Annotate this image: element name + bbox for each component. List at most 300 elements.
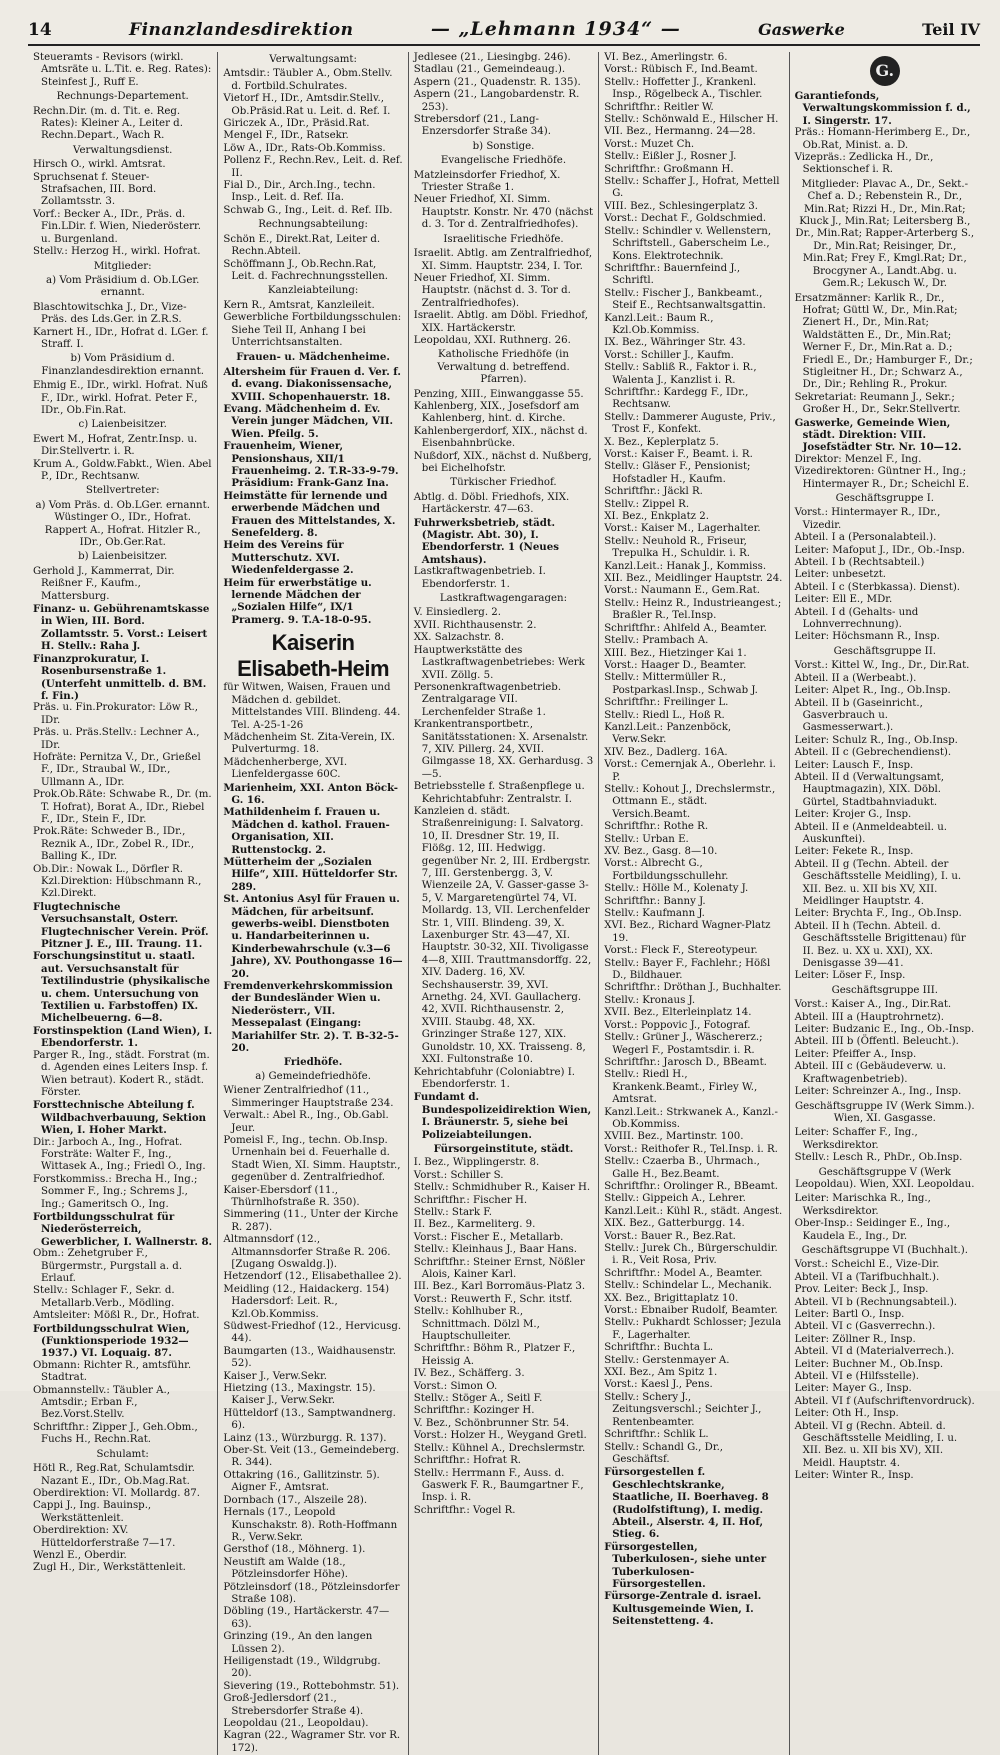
directory-entry: Vorst.: Holzer H., Weygand Gretl. [413,1430,587,1442]
directory-entry: Frauenheim, Wiener, Pensionshaus, XII/1 Frauenheimg. 2. T.R-33-9-79. Präsidium: Frank-Ganz Ina. [223,440,399,490]
directory-entry: Verwalt.: Abel R., Ing., Ob.Gabl. Jeur. [223,1110,389,1134]
directory-entry: Fortbildungsschulrat für Niederösterreich, Gewerblicher, I. Wallnerstr. 8. [33,1210,213,1248]
directory-entry: Evang. Mädchenheim d. Ev. Verein junger Mädchen, VII. Wien. Pfeilg. 5. [223,402,394,440]
directory-entry: Forstkommiss.: Brecha H., Ing.; Sommer F., Ing.; Schrems J., Ing.; Gameritsch O., Ing. [33,1173,198,1210]
column-5 [790,52,980,1755]
directory-entry: Prok.Räte: Schweder B., IDr., Reznik A., IDr., Zobel R., IDr., Balling K., IDr. [33,826,195,863]
directory-entry: Schriftfhr.: Hofrat R. [413,1455,521,1467]
directory-entry: für Witwen, Waisen, Frauen und Mädchen d. gebildet. Mittelstandes VIII. Blindeng. 44. Tel. A-25-1-26 [223,682,401,731]
directory-entry: Vorst.: Cemernjak A., Oberlehr. i. P. [604,759,776,783]
directory-entry: Abtlg. d. Döbl. Friedhofs, XIX. Hartäckerstr. 47—63. [413,491,570,516]
directory-entry: Leiter: Mafoput J., IDr., Ob.-Insp. [794,544,965,556]
directory-entry: Personenkraftwagenbetrieb. Zentralgarage VII. Lerchenfelder Straße 1. [413,681,562,718]
directory-entry: Hetzendorf (12., Elisabethallee 2). [223,1271,402,1283]
directory-entry: Zugl H., Dir., Werkstättenleit. [33,1562,186,1574]
directory-entry: Leopoldau (21., Leopoldau). [223,1718,369,1729]
directory-entry: Schriftfhr.: Böhm R., Platzer F., Heissig A. [413,1343,576,1367]
directory-entry: Vorst.: Naumann E., Gem.Rat. [604,585,761,597]
directory-entry: XXI. Bez., Am Spitz 1. [604,1367,718,1379]
directory-entry: Abteil. II e (Anmeldeabteil. u. Auskunftei). [794,821,948,845]
directory-entry: Sievering (19., Rottebohmstr. 51). [223,1680,400,1692]
directory-entry: Leiter: Buchner M., Ob.Insp. [794,1358,944,1370]
directory-entry: Vizedirektoren: Güntner H., Ing.; Hintermayer R., Dr.; Scheichl E. [794,466,970,490]
directory-entry: Prov. Leiter: Beck J., Insp. [794,1284,929,1296]
section-title: Finanzlandesdirektion [129,20,354,40]
directory-entry: Schöffmann J., Ob.Rechn.Rat, Leit. d. Fachrechnungsstellen. [223,258,389,282]
book-title: — „Lehmann 1934“ — [430,18,681,40]
directory-entry: Vorst.: Schiller S. [413,1169,504,1181]
directory-entry: Schriftfhr.: Vogel R. [413,1504,516,1516]
directory-entry: Israelit. Abtlg. am Zentralfriedhof, XI. Simm. Hauptstr. 234, I. Tor. [413,248,593,272]
directory-entry: Nußdorf, XIX., nächst d. Nußberg, bei Eichelhofstr. [413,450,592,474]
directory-entry: Vorst.: Fischer E., Metallarb. [413,1231,564,1243]
directory-entry: Heimstätte für lernende und erwerbende Mädchen und Frauen des Mittelstandes, X. Senefelderg. 8. [223,489,396,540]
subheading: Geschäftsgruppe V (Werk Leopoldau). Wien, XXI. Leopoldau. [795,1166,975,1190]
directory-entry: Matzleinsdorfer Friedhof, X. Triester Straße 1. [413,169,561,194]
subheading: b) Laienbeisitzer. [78,551,168,563]
directory-entry: Hirsch O., wirkl. Amtsrat. [33,159,166,171]
directory-entry: Hietzing (13., Maxingstr. 15). Kaiser J., Verw.Sekr. [223,1383,376,1407]
directory-entry: XX. Bez., Brigittaplatz 10. [604,1292,739,1304]
directory-entry: Finanzprokuratur, I. Rosenbursenstraße 1. (Unterfeht unmittelb. d. BM. f. Fin.) [33,652,207,702]
directory-entry: Garantiefonds, Verwaltungskommission f. d., I. Singerstr. 17. [794,90,971,127]
directory-entry: Stellv.: Kühnel A., Drechslermstr. [413,1442,586,1454]
directory-entry: Neuer Friedhof, XI. Simm. Hauptstr. Konstr. Nr. 470 (nächst d. 3. Tor d. Zentralfriedhofes). [413,194,594,231]
directory-entry: Stellv.: Kaufmann J. [604,908,705,920]
subheading: Türkischer Friedhof. [450,477,557,489]
subheading: Schulamt: [96,1448,149,1460]
directory-entry: St. Antonius Asyl für Frauen u. Mädchen, für arbeitsunf. gewerbs-weibl. Dienstboten u. Handarbeiterinnen u. Kinderbewahrschule (v.3—6 Jahre), XV. Pouthongasse 16—20. [223,893,403,980]
subheading: Israelitische Friedhöfe. [443,233,564,245]
directory-entry: Leiter: Fekete R., Insp. [794,846,914,858]
subheading: Mitglieder: [93,260,152,272]
directory-entry: Penzing, XIII., Einwanggasse 55. [413,388,584,400]
directory-entry: Mütterheim der „Sozialen Hilfe“, XIII. Hütteldorfer Str. 289. [223,855,398,893]
directory-entry: XVII. Bez., Elterleinplatz 14. [604,1007,752,1019]
text-columns [28,52,980,1754]
directory-entry: Leopoldau, XXI. Ruthnerg. 26. [413,334,571,346]
directory-entry: Abteil. II c (Gebrechendienst). [794,747,952,759]
subheading: Geschäftsgruppe IV (Werk Simm.). Wien, XI. Gasgasse. [794,1100,975,1124]
column-3 [409,52,599,1755]
directory-entry: Dornbach (17., Alszeile 28). [223,1494,368,1506]
directory-entry: Heim für erwerbstätige u. lernende Mädchen der „Sozialen Hilfe“, IX/1 Pramerg. 9. T.A-18-0-95. [223,576,372,626]
directory-entry: I. Bez., Wipplingerstr. 8. [413,1157,540,1169]
subheading: b) Sonstige. [472,140,535,152]
directory-entry: Flugtechnische Versuchsanstalt, Osterr. Flugtechnischer Verein. Pröf. Pitzner J. E., III. Traung. 11. [33,900,209,951]
directory-entry: Gerhold J., Kammerrat, Dir. Reißner F., Kaufm., Mattersburg. [33,565,175,602]
directory-entry: Parger R., Ing., städt. Forstrat (m. d. Agenden eines Leiters Insp. f. Wien betraut). Kodert R., städt. Förster. [33,1049,210,1098]
directory-entry: V. Bez., Schönbrunner Str. 54. [413,1417,570,1429]
directory-entry: Stellv.: Prambach A. [604,635,709,647]
directory-entry: Schriftfhr.: Bauernfeind J., Schriftl. [604,262,741,287]
directory-entry: Stellv.: Stöger A., Seitl F. [413,1393,543,1405]
directory-entry: Stellv.: Herrmann F., Auss. d. Gaswerk F. R., Baumgartner F., Insp. i. R. [413,1467,584,1504]
directory-entry: Gersthof (18., Möhnerg. 1). [223,1544,366,1556]
directory-entry: Stellv.: Kohout J., Drechslermstr., Ottmann E., städt. Versich.Beamt. [604,783,776,820]
directory-entry: Stellv.: Schlager F., Sekr. d. Metallarb.Verb., Mödling. [33,1285,175,1309]
directory-entry: Schriftfhr.: Reitler W. [604,101,714,113]
directory-entry: Lainz (13., Würzburgg. R. 137). [223,1432,387,1444]
directory-entry: Abteil. II g (Techn. Abteil. der Geschäftsstelle Meidling), I. u. XII. Bez. u. XII bis XV, XII. Meidlinger Hauptstr. 4. [794,858,962,907]
directory-entry: Aspern (21., Quadenstr. R. 135). [413,76,581,88]
directory-entry: Neuer Friedhof, XI. Simm. Hauptstr. (nächst d. 3. Tor d. Zentralfriedhofes). [413,272,571,309]
directory-entry: Betriebsstelle f. Straßenpflege u. Kehrichtabfuhr: Zentralstr. I. [413,781,585,805]
part-label: Teil IV [922,20,980,39]
directory-entry: Stellv.: Urban E. [604,833,689,845]
directory-entry: Stellv.: Kleinhaus J., Baar Hans. [413,1244,577,1256]
directory-entry: Vorst.: Albrecht G., Fortbildungsschullehr. [604,858,729,882]
directory-entry: Stellv.: Herzog H., wirkl. Hofrat. [33,246,201,258]
directory-entry: Vorst.: Rübisch F., Ind.Beamt. [604,64,758,76]
directory-entry: Stellv.: Gippeich A., Lehrer. [604,1193,746,1205]
directory-entry: Lastkraftwagenbetrieb. I. Ebendorferstr. 1. [413,566,546,590]
directory-entry: Pötzleinsdorf (18., Pötzleinsdorfer Straße 108). [223,1581,400,1605]
directory-entry: Abteil. II b (Gaseinricht., Gasverbrauch u. Gasmesserwart.). [794,697,923,734]
directory-entry: Gewerbliche Fortbildungsschulen: Siehe Teil II, Anhang I bei Unterrichtsanstalten. [223,312,402,348]
directory-entry: Ehmig E., IDr., wirkl. Hofrat. Nuß F., IDr., wirkl. Hofrat. Peter F., IDr., Ob.Fin.Rat. [33,380,208,416]
subheading: Rechnungsabteilung: [258,219,368,231]
directory-entry: Obmannstellv.: Täubler A., Amtsdir.; Erban F., Bez.Vorst.Stellv. [33,1384,170,1421]
directory-entry: Ewert M., Hofrat, Zentr.Insp. u. Dir.Stellvertr. i. R. [33,433,198,458]
directory-entry: Direktor: Menzel F., Ing. [794,453,922,465]
subheading: Verwaltungsamt: [269,54,357,65]
directory-entry: Wenzl E., Oberdir. [33,1549,127,1561]
subheading: Evangelische Friedhöfe. [440,155,567,167]
directory-entry: Fundamt d. Bundespolizeidirektion Wien, I. Bräunerstr. 5, siehe bei Polizeiabteilungen. [413,1091,592,1141]
directory-entry: Leiter: Schulz R., Ing., Ob.Insp. [794,734,958,746]
directory-entry: Stellv.: Heinz R., Industrieangest.; Braßler R., Tel.Insp. [604,597,782,622]
directory-entry: Abteil. II a (Werbeabt.). [794,672,917,684]
directory-entry: Simmering (11., Unter der Kirche R. 287). [223,1209,399,1233]
directory-entry: Vorst.: Poppovic J., Fotograf. [604,1019,751,1031]
directory-entry: Sekretariat: Reumann J., Sekr.; Großer H., Dr., Sekr.Stellvertr. [794,391,961,416]
directory-entry: Stellv.: Schindelar L., Mechanik. [604,1280,772,1292]
directory-entry: Fürsorge-Zentrale d. israel. Kultusgemeinde Wien, I. Seitenstetteng. 4. [604,1590,762,1628]
directory-entry: Meidling (12., Haidackerg. 154) Hadersdorf: Leit. R., Kzl.Ob.Kommiss. [223,1283,390,1320]
directory-entry: Groß-Jedlersdorf (21., Strebersdorfer Straße 4). [223,1693,364,1717]
directory-entry: Abteil. III a (Hauptrohrnetz). [794,1011,945,1023]
directory-entry: Vorst.: Hintermayer R., IDr., Vizedir. [794,507,941,531]
directory-entry: Prok.Ob.Räte: Schwabe R., Dr. (m. T. Hofrat), Borat A., IDr., Riebel F., IDr., Stein F., IDr. [33,789,212,825]
directory-entry: Kaiser-Ebersdorf (11., Thürnlhofstraße R. 350). [223,1184,360,1208]
directory-entry: Heiligenstadt (19., Wildgrubg. 20). [223,1655,381,1680]
directory-entry: Präs. u. Fin.Prokurator: Löw R., IDr. [33,702,198,726]
directory-entry: Schriftfhr.: Orolinger R., BBeamt. [604,1180,778,1192]
directory-entry: Stellv.: Eißler J., Rosner J. [604,151,737,163]
directory-entry: Fial D., Dir., Arch.Ing., techn. Insp., Leit. d. Ref. IIa. [223,180,376,204]
directory-entry: Fürsorgestellen, Tuberkulosen-, siehe unter Tuberkulosen-Fürsorgestellen. [604,1540,767,1590]
directory-entry: Schriftfhr.: Model A., Beamter. [604,1267,763,1279]
directory-entry: Stellv.: Jurek Ch., Bürgerschuldir. i. R., Veit Rosa, Priv. [604,1243,778,1267]
directory-entry: Stellv.: Schandl G., Dr., Geschäftsf. [604,1441,724,1465]
directory-entry: Mädchenherberge, XVI. Lienfeldergasse 60C. [223,756,348,781]
directory-entry: Vietorf H., IDr., Amtsdir.Stellv., Ob.Präsid.Rat u. Leit. d. Ref. I. [223,93,391,117]
directory-entry: Kahlenbergerdorf, XIX., nächst d. Eisenbahnbrücke. [413,425,588,450]
column-1 [28,52,218,1755]
directory-entry: XVI. Bez., Richard Wagner-Platz 19. [604,920,771,944]
directory-entry: Vorst.: Bauer R., Bez.Rat. [604,1230,736,1242]
directory-entry: Abteil. VI d (Materialverrech.). [794,1346,955,1358]
directory-entry: Vorst.: Kaiser M., Lagerhalter. [604,523,761,535]
directory-entry: Stellv.: Hoffetter J., Krankenl. Insp., Rögelbeck A., Tischler. [604,76,763,101]
directory-entry: Kagran (22., Wagramer Str. vor R. 172). [223,1730,401,1754]
subheading: a) Vom Präs. d. Ob.LGer. ernannt. Wüstinger O., IDr., Hofrat. Rappert A., Hofrat. Hitzler R., IDr., Ob.Ger.Rat. [35,499,210,549]
directory-entry: Schriftfhr.: Rothe R. [604,821,709,833]
directory-entry: Stellv.: Riedl H., Krankenk.Beamt., Firley W., Amtsrat. [604,1069,758,1106]
directory-entry: Schriftfhr.: Großmann H. [604,163,734,175]
directory-entry: Schriftfhr.: Fischer H. [413,1194,528,1206]
directory-entry: Israelit. Abtlg. am Döbl. Friedhof, XIX. Hartäckerstr. [413,310,588,334]
subheading: c) Laienbeisitzer. [78,419,167,431]
directory-entry: Stellv.: Fischer J., Bankbeamt., Steif E., Rechtsanwaltsgattin. [604,287,766,312]
directory-entry: Vizepräs.: Zedlicka H., Dr., Sektionschef i. R. [794,152,934,176]
directory-entry: Giriczek A., IDr., Präsid.Rat. [223,118,370,130]
directory-entry: Stellv.: Pukhardt Schlosser; Jezula F., Lagerhalter. [604,1317,782,1341]
directory-entry: Hernals (17., Leopold Kunschakstr. 8). Roth-Hoffmann R., Verw.Sekr. [223,1507,398,1543]
directory-entry: Leiter: Höchsmann R., Insp. [794,631,940,643]
directory-entry: Schriftfhr.: Dröthan J., Buchhalter. [604,982,782,994]
directory-entry: Schriftfhr.: Ahlfeld A., Beamter. [604,622,767,634]
directory-entry: Stellv.: Schery J., Zeitungsverschl.; Seichter J., Rentenbeamter. [604,1391,762,1428]
directory-entry: Leiter: Oth H., Insp. [794,1408,899,1420]
directory-entry: Abteil. VI b (Rechnungsabteil.). [794,1296,958,1308]
directory-entry: Schriftfhr.: Buchta L. [604,1342,714,1354]
directory-entry: Stellv.: Bayer F., Fachlehr.; Hößl D., Bildhauer. [604,957,771,982]
directory-entry: Altersheim für Frauen d. Ver. f. d. evang. Diakonissensache, XVIII. Schopenhauerstr. 18. [223,365,401,403]
directory-entry: Abteil. II h (Techn. Abteil. d. Geschäftsstelle Brigittenau) für II. Bez. u. XX u. XXI), XX. Denisgasse 39—41. [794,920,966,970]
subheading: Mitglieder: Plavac A., Dr., Sekt.-Chef a. D.; Rebenstein R., Dr., Min.Rat; Rizzi H., Dr., Min.Rat; Kluck J., Min.Rat; Leitersberg B., Dr., Min.Rat; Rapper-Arterberg S., Dr., Min.Rat; Reisinger, Dr., Min.Rat; Frey F., Kmgl.Rat; Dr., Brocgyner A., Landt.Abg. u. Gem.R.; Lekusch W., Dr. [795,178,975,290]
directory-entry: XV. Bez., Gasg. 8—10. [604,846,718,857]
directory-entry: Oberdirektion: XV. Hütteldorferstraße 7—17. [33,1525,176,1549]
directory-entry: Oberdirektion: VI. Mollardg. 87. [33,1487,200,1499]
directory-entry: Stellv.: Neuhold R., Friseur, Trepulka H., Schuldir. i. R. [604,535,751,560]
directory-entry: Schriftfhr.: Schlik L. [604,1429,709,1441]
directory-entry: XVIII. Bez., Martinstr. 100. [604,1131,744,1143]
subheading: Rechnungs-Departement. [56,91,189,103]
directory-entry: Forsttechnische Abteilung f. Wildbachverbauung, Sektion Wien, I. Hoher Markt. [33,1099,207,1137]
directory-entry: Hötl R., Reg.Rat, Schulamtsdir. Nazant E., IDr., Ob.Mag.Rat. [33,1463,195,1487]
subheading: Geschäftsgruppe I. [835,493,934,504]
directory-entry: XII. Bez., Meidlinger Hauptstr. 24. [604,573,783,585]
directory-entry: Leiter: Schreinzer A., Ing., Insp. [794,1086,962,1098]
directory-entry: Vorst.: Reuwerth F., Schr. itstf. [413,1293,573,1305]
directory-entry: Ottakring (16., Gallitzinstr. 5). Aigner F., Amtsrat. [223,1469,380,1494]
directory-entry: IV. Bez., Schäfferg. 3. [413,1368,525,1380]
directory-entry: Vorst.: Simon O. [413,1380,498,1392]
directory-entry: Fuhrwerksbetrieb, städt. (Magistr. Abt. 30), I. Ebendorferstr. 1 (Neues Amtshaus). [413,516,559,566]
directory-entry: Cappi J., Ing. Bauinsp., Werkstättenleit. [33,1500,152,1524]
directory-entry: Schriftfhr.: Freilinger L. [604,697,729,709]
subheading: Kanzleiabteilung: [267,285,359,297]
directory-entry: Jedlesee (21., Liesingbg. 246). [413,52,571,63]
directory-entry: X. Bez., Keplerplatz 5. [604,436,719,448]
directory-entry: Stellv.: Sabliß R., Faktor i. R., Walenta J., Kanzlist i. R. [604,362,757,386]
subheading: Verwaltungsdienst. [73,144,173,156]
directory-entry: Schriftfhr.: Kardegg F., IDr., Rechtsanw. [604,386,749,411]
directory-entry: Stellv.: Gläser F., Pensionist; Hofstadler H., Kaufm. [604,461,751,485]
directory-entry: IX. Bez., Währinger Str. 43. [604,337,746,349]
directory-entry: Vorst.: Kittel W., Ing., Dr., Dir.Rat. [794,660,970,672]
directory-entry: Kern R., Amtsrat, Kanzleileit. [223,299,375,311]
directory-entry: Leiter: Ell E., MDr. [794,594,893,606]
directory-entry: Vorst.: Ebnaiber Rudolf, Beamter. [604,1305,778,1317]
directory-entry: Abteil. II d (Verwaltungsamt, Hauptmagazin), XIX. Döbl. Gürtel, Stadtbahnviadukt. [794,771,945,808]
directory-entry: Aspern (21., Langobardenstr. R. 253). [413,89,580,113]
subheading: Lastkraftwagengaragen: [439,593,568,605]
directory-entry: Dir.: Jarboch A., Ing., Hofrat. Forsträte: Walter F., Ing., Wittasek A., Ing.; Friedl O., Ing. [33,1136,206,1173]
directory-entry: VIII. Bez., Schlesingerplatz 3. [604,200,758,212]
directory-entry: Hütteldorf (13., Samptwandnerg. 6). [223,1407,396,1432]
directory-entry: Schriftfhr.: Kozinger H. [413,1405,535,1417]
directory-entry: Ober-Insp.: Seidinger E., Ing., Kaudela E., Ing., Dr. [794,1218,951,1242]
directory-entry: Leiter: Budzanic E., Ing., Ob.-Insp. [794,1024,975,1036]
directory-entry: Pomeisl F., Ing., techn. Ob.Insp. Urnenhain bei d. Feuerhalle d. Stadt Wien, XI. Simm. Hauptstr., gegenüber d. Zentralfriedhof. [223,1134,401,1184]
directory-entry: XIV. Bez., Dadlerg. 16A. [604,746,728,758]
directory-entry: XI. Bez., Enkplatz 2. [604,511,709,523]
section-letter: G. [870,56,900,86]
directory-entry: Schwab G., Ing., Leit. d. Ref. IIb. [223,204,393,216]
subheading: Frauen- u. Mädchenheime. [236,351,390,364]
directory-entry: Kanzl.Leit.: Panzenböck, Verw.Sekr. [604,721,732,746]
directory-entry: Schriftfhr.: Jarosch D., BBeamt. [604,1056,767,1068]
directory-entry: XIX. Bez., Gatterburgg. 14. [604,1218,745,1230]
directory-entry: Forstinspektion (Land Wien), I. Ebendorferstr. 1. [33,1024,213,1050]
directory-entry: Ob.Dir.: Nowak L., Dörfler R. Kzl.Direktion: Hübschmann R., Kzl.Direkt. [33,863,202,900]
directory-entry: Vorst.: Fleck F., Stereotypeur. [604,945,758,957]
directory-entry: Stellv.: Schmidhuber R., Kaiser H. [413,1182,591,1194]
directory-entry: Abteil. I d (Gehalts- und Lohnverrechnung). [794,606,919,631]
directory-entry: Hofräte: Pernitza V., Dr., Grießel F., IDr., Straubal W., IDr., Ullmann A., IDr. [33,751,201,788]
directory-entry: Stellv.: Zippel R. [604,498,690,510]
directory-entry: Kanzl.Leit.: Baum R., Kzl.Ob.Kommiss. [604,312,714,336]
directory-entry: Präs. u. Präs.Stellv.: Lechner A., IDr. [33,727,200,751]
directory-entry: Stellv.: Lesch R., PhDr., Ob.Insp. [794,1152,963,1164]
directory-entry: Vorst.: Kaiser A., Ing., Dir.Rat. [794,999,952,1011]
directory-entry: Vorst.: Muzet Ch. [604,138,695,150]
directory-entry: Stellv.: Kohlhuber R., Schnittmach. Dölzl M., Hauptschulleiter. [413,1306,540,1343]
directory-entry: Amtsleiter: Mößl R., Dr., Hofrat. [33,1310,200,1322]
directory-entry: Stellv.: Dammerer Auguste, Priv., Trost F., Konfekt. [604,411,776,436]
directory-entry: Kehrichtabfuhr (Coloniabtre) I. Ebendorferstr. 1. [413,1066,575,1090]
directory-entry: Rechn.Dir. (m. d. Tit. e. Reg. Rates): Kleiner A., Leiter d. Rechn.Depart., Wach R. [33,105,183,142]
directory-entry: Löw A., IDr., Rats-Ob.Kommiss. [223,142,386,154]
directory-entry: Ersatzmänner: Karlik R., Dr., Hofrat; Güttl W., Dr., Min.Rat; Zienert H., Dr., Min.Rat; Waldstätten E., Dr., Min.Rat; Werner F., Dr., Min.Rat a. D.; Friedl E., Dr.; Hamburger F., Dr.; Stigleitner H., Dr.; Schwarz A., Dr., Dir.; Rehling R., Prokur. [794,292,973,391]
directory-entry: Wiener Zentralfriedhof (11., Simmeringer Hauptstraße 234. [223,1085,394,1109]
directory-entry: VI. Bez., Amerlingstr. 6. [604,52,728,63]
directory-entry: Leiter: Alpet R., Ing., Ob.Insp. [794,685,951,697]
subheading: b) Vom Präsidium d. Finanzlandesdirektion ernannt. [41,353,205,377]
directory-entry: Fremdenverkehrskommission der Bundesländer Wien u. Niederösterr., VII. Messepalast (Eingang: Mariahilfer Str. 2). T. B-32-5-20. [223,980,399,1055]
directory-entry: Kahlenberg, XIX., Josefsdorf am Kahlenberg, hint. d. Kirche. [413,400,580,425]
directory-entry: Vorst.: Kaiser F., Beamt. i. R. [604,449,753,460]
directory-entry: Abteil. VI f (Aufschriftenvordruck). [794,1395,975,1407]
directory-entry: Fürsorgestellen f. Geschlechtskranke, Staatliche, II. Boerhaveg. 8 (Rudolfstiftung), I. medig. Abteil., Alserstr. 4, II. Hof, Stieg. 6. [604,1466,769,1541]
subheading: Friedhöfe. [283,1056,343,1069]
page-number: 14 [28,20,52,40]
column-2 [218,52,408,1755]
page-header [28,18,980,46]
subheading: Geschäftsgruppe VI (Buchhalt.). [801,1244,968,1256]
directory-entry: Forschungsinstitut u. staatl. aut. Versuchsanstalt für Textilindustrie (physikalische u. chem. Untersuchung von Textilien u. Farbstoffen) IX. Michelbeuerng. 6—8. [33,950,211,1025]
directory-entry: Leiter: Mayer G., Insp. [794,1383,912,1395]
directory-entry: XX. Salzachstr. 8. [413,632,505,644]
directory-entry: Leiter: Schaffer F., Ing., Werksdirektor. [794,1127,918,1151]
right-section-title: Gaswerke [758,20,845,39]
directory-entry: Vorst.: Schiller J., Kaufm. [604,349,734,361]
directory-entry: Kaiser J., Verw.Sekr. [223,1370,327,1382]
directory-entry: Fortbildungsschulrat Wien, (Funktionsperiode 1932—1937.) VI. Loquaig. 87. [33,1322,190,1360]
directory-entry: Grinzing (19., An den langen Lüssen 2). [223,1631,373,1655]
directory-entry: Kanzl.Leit.: Hanak J., Kommiss. [604,560,767,572]
directory-entry: XIII. Bez., Hietzinger Kai 1. [604,647,747,659]
subheading: Stellvertreter: [85,485,160,497]
subheading: Fürsorgeinstitute, städt. [433,1142,574,1155]
directory-entry: Neustift am Walde (18., Pötzleinsdorfer Höhe). [223,1556,349,1581]
directory-entry: Leiter: Krojer G., Insp. [794,809,912,821]
directory-entry: Strebersdorf (21., Lang-Enzersdorfer Straße 34). [413,114,551,138]
directory-entry: Leiter: Bartl O., Insp. [794,1309,905,1320]
directory-entry: Stellv.: Schindler v. Wellenstern, Schriftstell., Gaberscheim Le., Kons. Elektrotechnik. [604,225,772,262]
directory-entry: Stellv.: Czaerba B., Uhrmach., Galle H., Bez.Beamt. [604,1156,760,1180]
directory-entry: Obmann: Richter R., amtsführ. Stadtrat. [33,1359,192,1384]
directory-entry: Stellv.: Gerstenmayer A. [604,1354,730,1366]
directory-entry: Vorst.: Scheichl E., Vize-Dir. [794,1259,940,1271]
directory-entry: Abteil. VI g (Rechn. Abteil. d. Geschäftsstelle Meidling, I. u. XII. Bez. u. XII bis XV), XII. Meidl. Hauptstr. 4. [794,1420,958,1469]
directory-entry: Karnert H., IDr., Hofrat d. LGer. f. Straff. I. [33,326,209,350]
directory-entry: V. Einsiedlerg. 2. [413,607,502,619]
directory-entry: Leiter: Marischka R., Ing., Werksdirektor. [794,1193,931,1217]
directory-entry: Abteil. I b (Rechtsabteil.) [794,557,925,569]
directory-entry: VII. Bez., Hermanng. 24—28. [604,126,756,138]
directory-entry: Abteil. I c (Sterbkassa). Dienst). [794,581,961,593]
directory-entry: II. Bez., Karmeliterg. 9. [413,1219,536,1231]
directory-entry: Marienheim, XXI. Anton Böck-G. 16. [223,781,398,806]
subheading: Geschäftsgruppe II. [833,645,936,657]
directory-entry: Mädchenheim St. Zita-Verein, IX. Pulverturmg. 18. [223,731,395,756]
directory-entry: Stellv.: Grüner J., Wäschererz.; Wegerl F., Postamtsdir. i. R. [604,1032,763,1056]
subheading: Katholische Friedhöfe (in Verwaltung d. betreffend. Pfarren). [437,349,570,386]
directory-entry: Leiter: Winter R., Insp. [794,1470,914,1482]
directory-entry: Krum A., Goldw.Fabkt., Wien. Abel P., IDr., Rechtsanw. [33,458,212,482]
directory-entry: Vorst.: Reithofer R., Tel.Insp. i. R. [604,1143,778,1155]
directory-entry: Finanz- u. Gebührenamtskasse in Wien, III. Bord. Zollamtsstr. 5. Vorst.: Leisert H. Stellv.: Raha J. [33,603,210,653]
directory-entry: Ober-St. Veit (13., Gemeindeberg. R. 344). [223,1445,400,1469]
subheading: a) Vom Präsidium d. Ob.LGer. ernannt. [46,274,200,299]
directory-entry: Leiter: Brychta F., Ing., Ob.Insp. [794,908,962,920]
directory-entry: Stellv.: Stark F. [413,1206,493,1218]
directory-entry: Abteil. III c (Gebäudeverw. u. Kraftwagenbetrieb). [794,1061,947,1085]
directory-entry: Leiter: Pfeiffer A., Insp. [794,1048,917,1060]
directory-entry: Vorst.: Kaesl J., Pens. [604,1379,713,1391]
directory-entry: Stellv.: Mittermüller R., Postparkasl.Insp., Schwab J. [604,672,758,696]
directory-entry: Vorst.: Haager D., Beamter. [604,659,747,671]
directory-entry: Amtsdir.: Täubler A., Obm.Stellv. d. Fortbild.Schulrates. [223,68,393,92]
directory-entry: Obm.: Zehetgruber F., Bürgermstr., Purgstall a. d. Erlauf. [33,1248,183,1284]
directory-entry: Steueramts - Revisors (wirkl. Amtsräte u. L.Tit. e. Reg. Rates): Steinfest J., Ruff E. [33,52,212,88]
directory-entry: Abteil. I a (Personalabteil.). [794,532,937,544]
directory-entry: Spruchsenat f. Steuer-Strafsachen, III. Bord. Zollamtsstr. 3. [33,171,157,208]
directory-entry: Südwest-Friedhof (12., Hervicusg. 44). [223,1321,402,1345]
directory-entry: Stadlau (21., Gemeindeaug.). [413,64,566,76]
directory-entry: Schön E., Direkt.Rat, Leiter d. Rechn.Abteil. [223,233,381,258]
directory-entry: Stellv.: Riedl L., Hoß R. [604,709,725,721]
directory-entry: Leiter: Lausch F., Insp. [794,759,914,771]
heading-large: Kaiserin Elisabeth-Heim [237,630,390,682]
directory-entry: III. Bez., Karl Borromäus-Platz 3. [413,1281,586,1293]
directory-entry: Baumgarten (13., Waidhausenstr. 52). [223,1345,396,1370]
directory-entry: Abteil. III b (Öffentl. Beleucht.). [794,1036,959,1048]
